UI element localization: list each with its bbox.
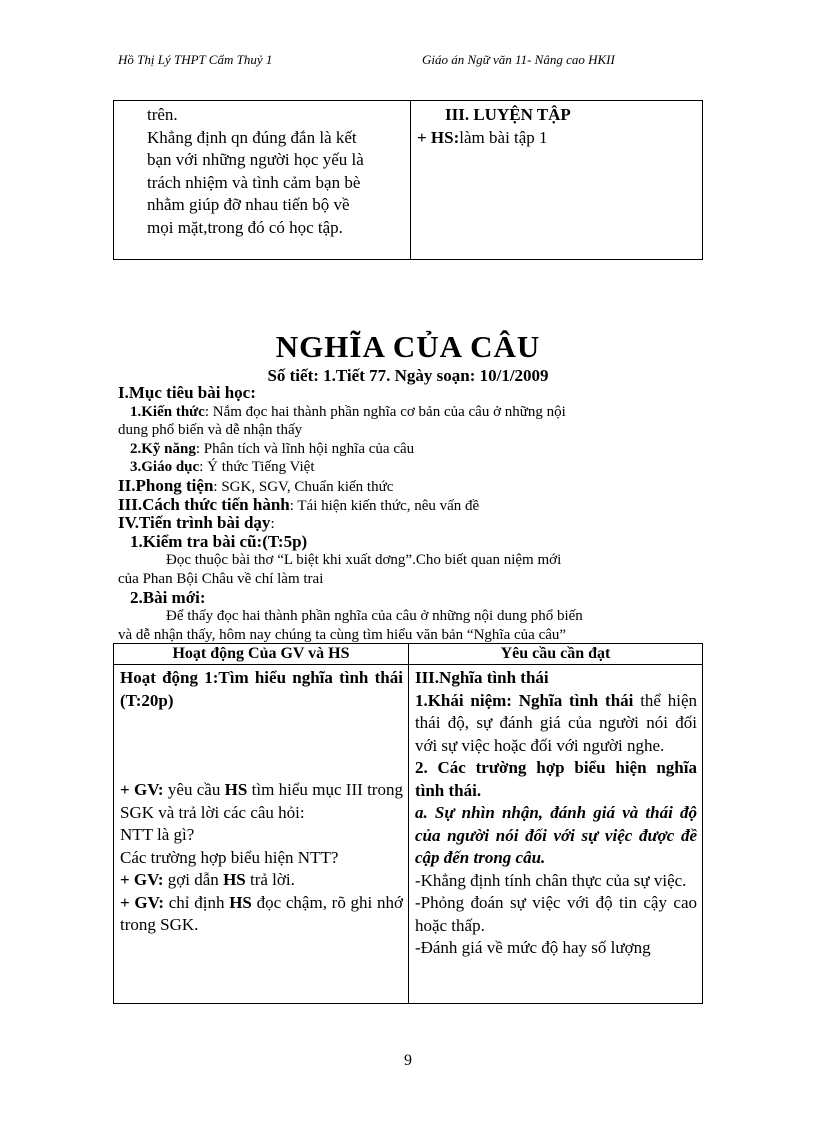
header-right: Giáo án Ngữ văn 11- Nâng cao HKII: [422, 52, 615, 67]
new-lesson-heading: 2.Bài mới:: [130, 588, 206, 607]
header-left: Hồ Thị Lý THPT Cẩm Thuỷ 1: [118, 52, 273, 67]
hs-text: làm bài tập 1: [459, 127, 548, 147]
new-lesson-text-cont: và dễ nhận thấy, hôm nay chúng ta cùng tìm hiểu văn bản “Nghĩa của câu”: [118, 626, 567, 643]
objective-skills: 2.Kỹ năng: Phân tích và lĩnh hội nghĩa của câu: [130, 440, 415, 457]
old-lesson-text: Đọc thuộc bài thơ “L biệt khi xuất dơng”.Cho biết quan niệm mới: [166, 552, 562, 569]
hs-label: + HS:: [417, 127, 460, 147]
objective-knowledge: 1.Kiến thức: Nắm đọc hai thành phần nghĩa cơ bản của câu ở những nội: [130, 403, 566, 420]
activity-title: Hoạt động 1:Tìm hiểu nghĩa tình thái (T:20p): [120, 668, 403, 710]
lesson-subtitle: Số tiết: 1.Tiết 77. Ngày soạn: 10/1/2009: [267, 366, 549, 385]
case-item-2: -Phỏng đoán sự việc với độ tin cậy cao hoặc thấp.: [414, 893, 697, 935]
method-line: III.Cách thức tiến hành: Tái hiện kiến thức, nêu vấn đề: [118, 495, 480, 514]
case-item-3: -Đánh giá về mức độ hay số lượng: [414, 938, 651, 957]
case-a: a. Sự nhìn nhận, đánh giá và thái độ của người nói đối với sự việc được đề cập đến trong câu.: [414, 803, 697, 867]
page-header: [118, 52, 678, 72]
col-header-requirements: Yêu cầu cần đạt: [408, 644, 702, 665]
left-line: bạn với những người học yếu là: [147, 150, 364, 169]
modal-meaning-heading: III.Nghĩa tình thái: [414, 668, 549, 687]
col-header-activity: Hoạt động Của GV và HS: [114, 644, 409, 665]
cases-heading: 2. Các trường hợp biểu hiện nghĩa tình thái.: [414, 758, 697, 800]
gv-instruction-3: + GV: chỉ định HS đọc chậm, rõ ghi nhớ trong SGK.: [120, 892, 403, 934]
practice-line: [417, 127, 696, 150]
old-lesson-text-cont: của Phan Bội Châu về chí làm trai: [118, 570, 324, 587]
activity-table: [113, 643, 703, 1004]
top-table: [113, 100, 703, 260]
objective-education: 3.Giáo dục: Ý thức Tiếng Việt: [130, 459, 315, 476]
question-1: NTT là gì?: [120, 825, 195, 844]
page-number: 9: [404, 1052, 412, 1069]
left-line: nhằm giúp đỡ nhau tiến bộ về: [147, 195, 350, 214]
objectives-heading: I.Mục tiêu bài học:: [118, 384, 256, 402]
left-line: trên.: [147, 105, 178, 124]
left-line: mọi mặt,trong đó có học tập.: [147, 217, 343, 237]
process-heading: IV.Tiến trình bài dạy:: [118, 514, 275, 533]
lesson-title: NGHĨA CỦA CÂU: [275, 329, 541, 364]
new-lesson-text: Để thấy đọc hai thành phần nghĩa của câu ở những nội dung phổ biến: [166, 608, 583, 625]
left-line: trách nhiệm và tình cảm bạn bè: [147, 172, 361, 192]
means-line: II.Phong tiện: SGK, SGV, Chuẩn kiến thức: [118, 476, 394, 495]
case-item-1: -Khẳng định tính chân thực của sự việc.: [414, 870, 687, 890]
gv-instruction-2: + GV: gợi dẫn HS trả lời.: [120, 870, 295, 889]
old-lesson-check: 1.Kiểm tra bài cũ:(T:5p): [130, 532, 308, 551]
gv-instruction-1: + GV: yêu cầu HS tìm hiểu mục III trong SGK và trả lời các câu hỏi:: [120, 780, 403, 822]
lesson-body: [118, 384, 703, 644]
definition: 1.Khái niệm: Nghĩa tình thái thể hiện thái độ, sự đánh giá của người nói đối với sự việc hoặc đối với người nghe.: [414, 690, 698, 755]
top-table-right-cell: [411, 101, 703, 260]
activity-cell: [114, 665, 409, 1004]
objective-knowledge-cont: dung phổ biến và dễ nhận thấy: [118, 422, 303, 439]
left-line: Khẳng định qn đúng đắn là kết: [147, 127, 357, 147]
top-table-left-cell: [114, 101, 411, 260]
practice-heading: III. LUYỆN TẬP: [445, 105, 571, 124]
question-2: Các trường hợp biểu hiện NTT?: [120, 847, 339, 867]
requirements-cell: [408, 665, 702, 1004]
